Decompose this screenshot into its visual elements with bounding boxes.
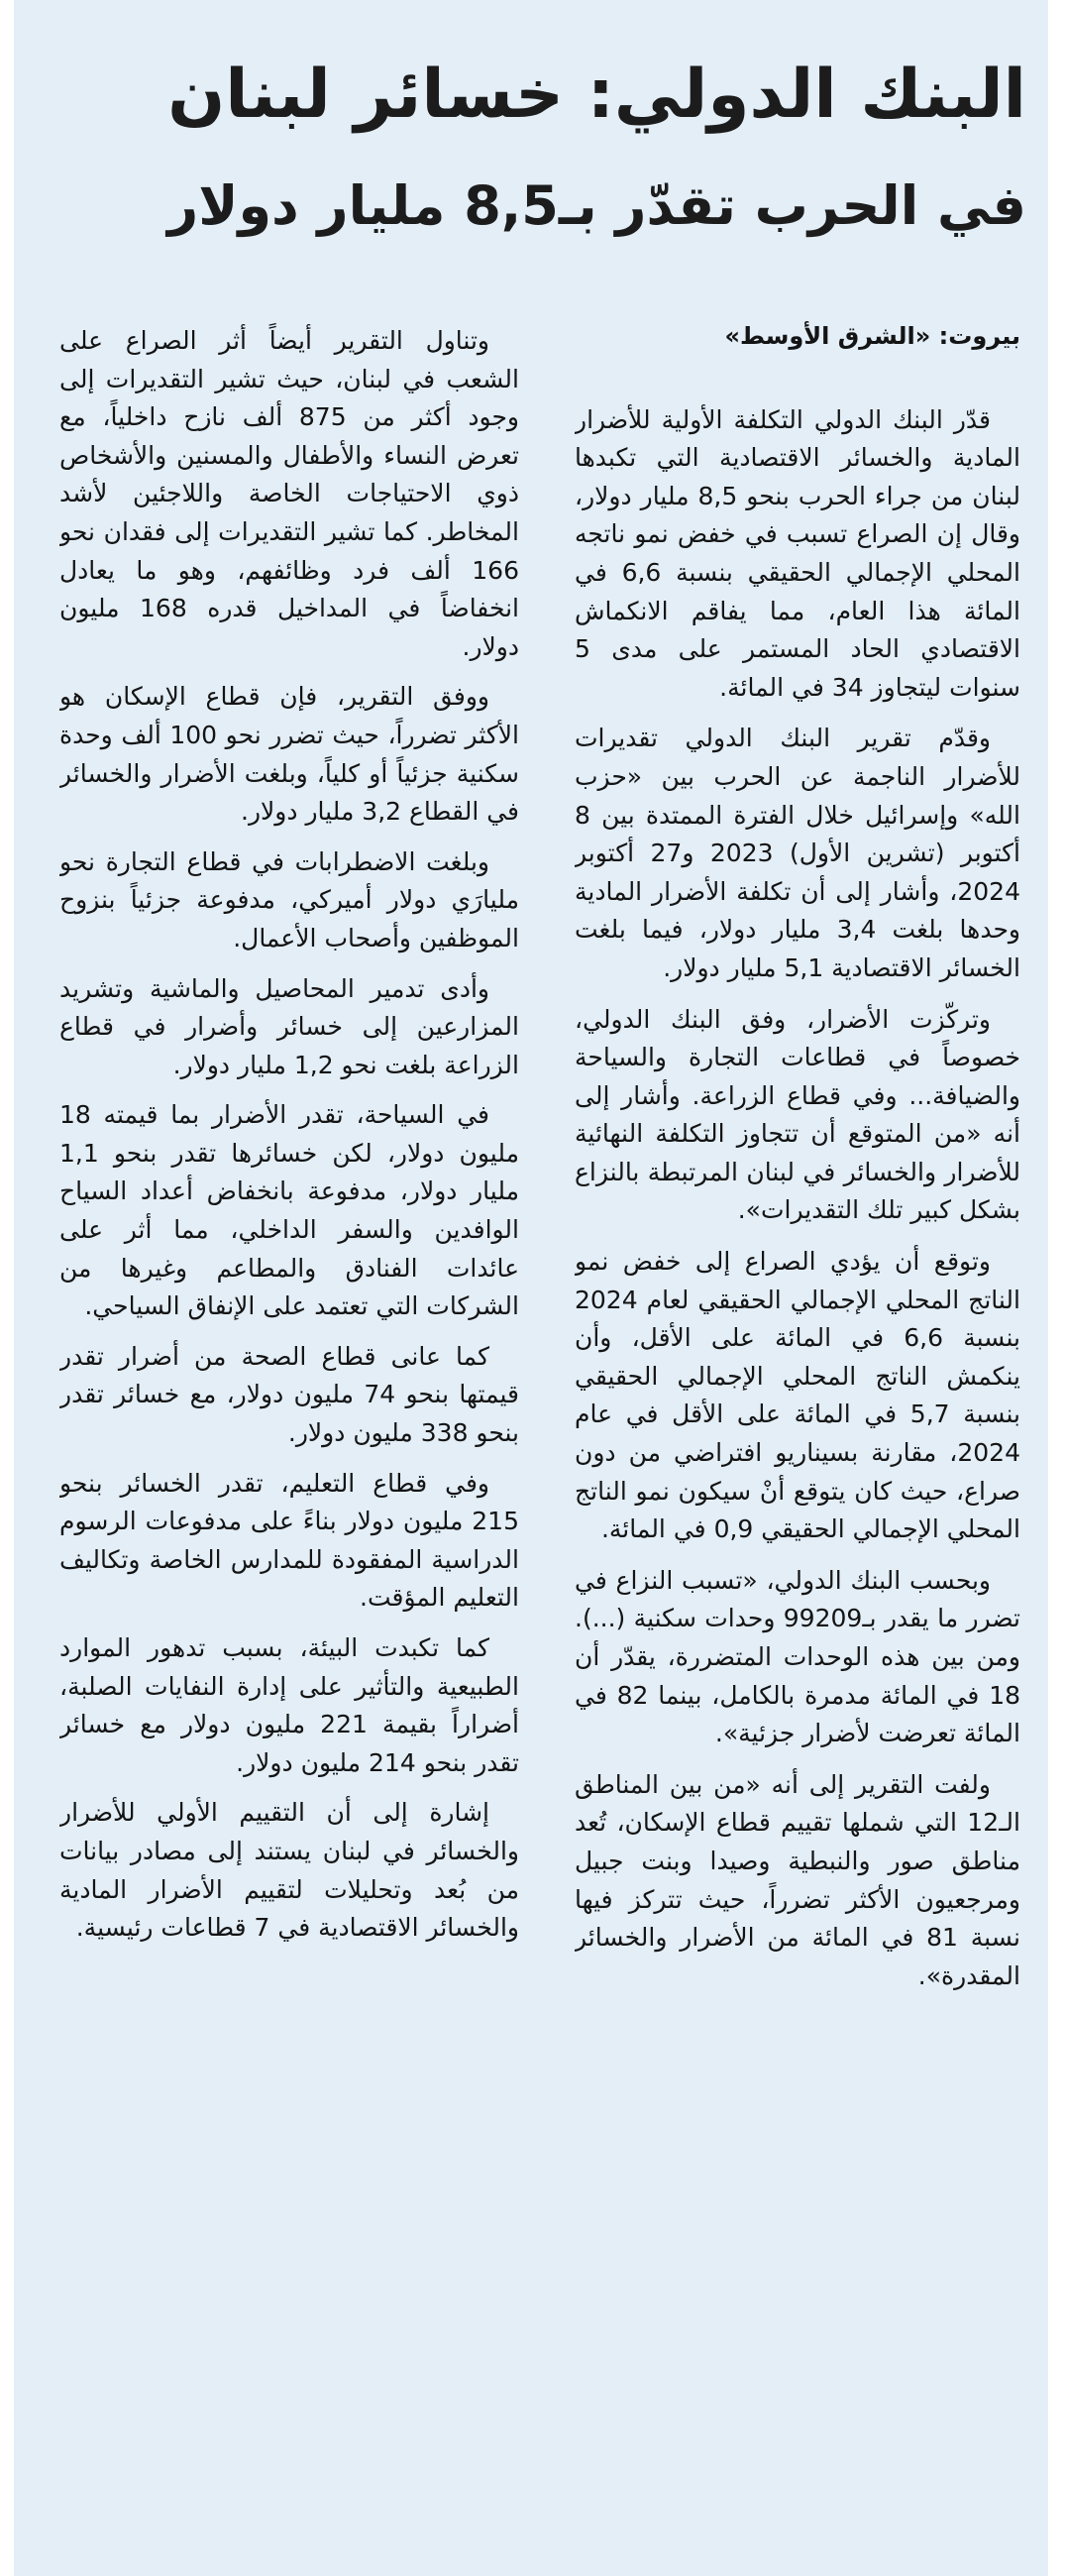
paragraph: ووفق التقرير، فإن قطاع الإسكان هو الأكثر تضرراً، حيث تضرر نحو 100 ألف وحدة سكنية جزئياً أو كلياً، وبلغت الأضرار والخسائر في القطاع 3,2 مليار دولار. <box>59 682 519 827</box>
paragraph: وقدّم تقرير البنك الدولي تقديرات للأضرار الناجمة عن الحرب بين «حزب الله» وإسرائيل خلال الفترة الممتدة بين 8 أكتوبر (تشرين الأول) 2023 و27 أكتوبر 2024، وأشار إلى أن تكلفة الأضرار المادية وحدها بلغت 3,4 مليار دولار، فيما بلغت الخسائر الاقتصادية 5,1 مليار دولار. <box>575 724 1020 982</box>
article-column-right <box>575 317 1020 2547</box>
byline: بيروت: «الشرق الأوسط» <box>724 322 1020 350</box>
paragraph: وفي قطاع التعليم، تقدر الخسائر بنحو 215 مليون دولار بناءً على مدفوعات الرسوم الدراسية المفقودة للمدارس الخاصة وتكاليف التعليم المؤقت. <box>59 1468 519 1613</box>
headline-line-1: البنك الدولي: خسائر لبنان <box>167 56 1026 134</box>
paragraph: وبحسب البنك الدولي، «تسبب النزاع في تضرر ما يقدر بـ99209 وحدات سكنية (...). ومن بين هذه الوحدات المتضررة، يقدّر أن 18 في المائة مدمرة بالكامل، بينما 82 في المائة تعرضت لأضرار جزئية». <box>575 1565 1020 1748</box>
headline <box>149 40 1026 262</box>
page-margin-right <box>1048 0 1066 2576</box>
paragraph: كما عانى قطاع الصحة من أضرار تقدر قيمتها بنحو 74 مليون دولار، مع خسائر تقدر بنحو 338 مليون دولار. <box>59 1341 519 1448</box>
paragraph: ولفت التقرير إلى أنه «من بين المناطق الـ12 التي شملها تقييم قطاع الإسكان، تُعد مناطق صور والنبطية وصيدا وبنت جبيل ومرجعيون الأكثر تضرراً، حيث تتركز فيها نسبة 81 في المائة من الأضرار والخسائر المقدرة». <box>575 1769 1020 1990</box>
paragraph: وأدى تدمير المحاصيل والماشية وتشريد المزارعين إلى خسائر وأضرار في قطاع الزراعة بلغت نحو 1,2 مليار دولار. <box>59 973 519 1079</box>
headline-line-2: في الحرب تقدّر بـ8,5 مليار دولار <box>167 174 1026 237</box>
paragraph: وتركّزت الأضرار، وفق البنك الدولي، خصوصاً في قطاعات التجارة والسياحة والضيافة... وفي قطاع الزراعة. وأشار إلى أنه «من المتوقع أن تتجاوز التكلفة النهائية للأضرار والخسائر في لبنان المرتبطة بالنزاع بشكل كبير تلك التقديرات». <box>575 1004 1020 1225</box>
paragraph: إشارة إلى أن التقييم الأولي للأضرار والخسائر في لبنان يستند إلى مصادر بيانات من بُعد وتحليلات لتقييم الأضرار المادية والخسائر الاقتصادية في 7 قطاعات رئيسية. <box>59 1798 519 1943</box>
paragraph: في السياحة، تقدر الأضرار بما قيمته 18 مليون دولار، لكن خسائرها تقدر بنحو 1,1 مليار دولار، مدفوعة بانخفاض أعداد السياح الوافدين والسفر الداخلي، مما أثر على عائدات الفنادق والمطاعم وغيرها من الشركات التي تعتمد على الإنفاق السياحي. <box>59 1100 519 1321</box>
paragraph: وتناول التقرير أيضاً أثر الصراع على الشعب في لبنان، حيث تشير التقديرات إلى وجود أكثر من 875 ألف نازح داخلياً، مع تعرض النساء والأطفال والمسنين والأشخاص ذوي الاحتياجات الخاصة واللاجئين لأشد المخاطر. كما تشير التقديرات إلى فقدان نحو 166 ألف فرد وظائفهم، وهو ما يعادل انخفاضاً في المداخيل قدره 168 مليون دولار. <box>59 326 519 661</box>
page-margin-left <box>0 0 14 2576</box>
paragraph: كما تكبدت البيئة، بسبب تدهور الموارد الطبيعية والتأثير على إدارة النفايات الصلبة، أضراراً بقيمة 221 مليون دولار مع خسائر تقدر بنحو 214 مليون دولار. <box>59 1633 519 1777</box>
paragraph: وتوقع أن يؤدي الصراع إلى خفض نمو الناتج المحلي الإجمالي الحقيقي لعام 2024 بنسبة 6,6 في المائة على الأقل، وأن ينكمش الناتج المحلي الإجمالي الحقيقي بنسبة 5,7 في المائة على الأقل في عام 2024، مقارنة بسيناريو افتراضي من دون صراع، حيث كان يتوقع أنْ سيكون نمو الناتج المحلي الإجمالي الحقيقي 0,9 في المائة. <box>575 1247 1020 1544</box>
article-column-left <box>59 322 519 2552</box>
paragraph: قدّر البنك الدولي التكلفة الأولية للأضرار المادية والخسائر الاقتصادية التي تكبدها لبنان من جراء الحرب بنحو 8,5 مليار دولار، وقال إن الصراع تسبب في خفض نمو ناتجه المحلي الإجمالي الحقيقي بنسبة 6,6 في المائة هذا العام، مما يفاقم الانكماش الاقتصادي الحاد المستمر على مدى 5 سنوات ليتجاوز 34 في المائة. <box>575 404 1020 702</box>
paragraph: وبلغت الاضطرابات في قطاع التجارة نحو مليارَي دولار أميركي، مدفوعة جزئياً بنزوح الموظفين وأصحاب الأعمال. <box>59 846 519 952</box>
